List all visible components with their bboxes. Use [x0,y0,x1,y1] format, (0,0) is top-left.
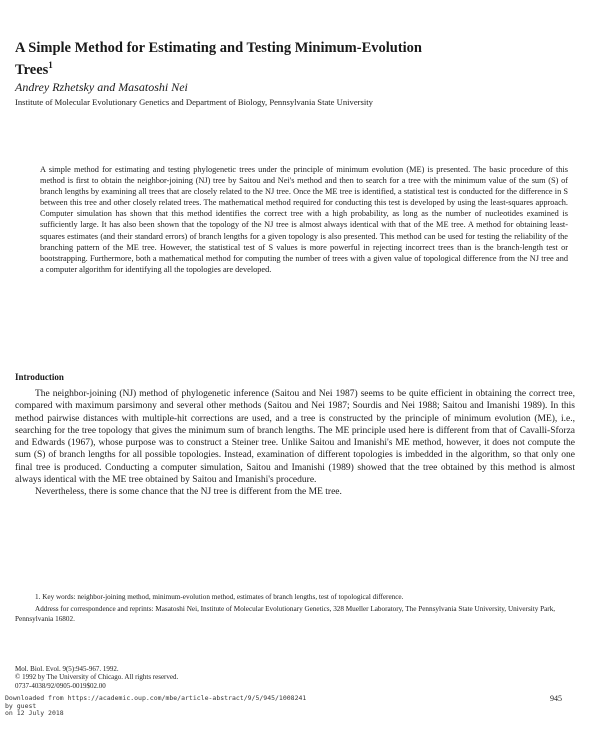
article-title [15,40,435,79]
download-url-line: Downloaded from https://academic.oup.com/mbe/article-abstract/9/5/945/1008241 [5,694,307,702]
footnote: 1. Key words: neighbor-joining method, minimum-evolution method, estimates of branch lengths, test of topological difference. [35,593,404,601]
issn-line: 0737-4038/92/0905-0019$02.00 [15,681,106,690]
copyright-line: © 1992 by The University of Chicago. All rights reserved. [15,673,179,682]
introduction-body [15,388,575,499]
author-affiliation: Institute of Molecular Evolutionary Genetics and Department of Biology, Pennsylvania State University [15,97,373,107]
footnotes [15,593,575,627]
title-footnote-mark: 1 [48,60,53,70]
abstract: A simple method for estimating and testing phylogenetic trees under the principle of minimum evolution (ME) is presented. The basic procedure of this method is first to obtain the neighbor-joining (NJ) tree by Saitou and Nei's method and then to search for a tree with the minimum value of the sum (S) of branch lengths by examining all trees that are closely related to the NJ tree. Once the ME tree is identified, a statistical test is conducted for the difference in S between this tree and other closely related trees. The mathematical method required for conducting this test is developed by using the least-squares approach. Computer simulation has shown that this method identifies the correct tree with a high probability, as long as the number of nucleotides examined is sufficiently large. It has also been shown that the topology of the NJ tree is almost always identical with that of the ME tree. A method for obtaining least-squares estimates (and their standard errors) of branch lengths for a given topology is also presented. This method can be used for testing the reliability of the branching pattern of the ME tree. However, the statistical test of S values is more powerful in rejecting incorrect trees than is the branch-length test or bootstrapping. Furthermore, both a mathematical method for computing the number of trees with a given value of topological difference from the NJ tree and a computer algorithm for identifying all the topologies are developed. [40,165,568,274]
journal-citation [15,665,178,690]
body-paragraph: The neighbor-joining (NJ) method of phylogenetic inference (Saitou and Nei 1987) seems to be quite efficient in obtaining the correct tree, compared with maximum parsimony and several other methods (Saitou and Nei 1987; Sourdis and Nei 1988; Saitou and Imanishi 1989). In this method pairwise distances with multiple-hit corrections are used, and a tree is constructed by the principle of minimum evolution (ME), i.e., searching for the tree topology that gives the minimum sum of branch lengths. The ME principle used here is different from that of Cavalli-Sforza and Edwards (1967), whose purpose was to construct a Steiner tree. Unlike Saitou and Imanishi's ME method, however, it does not compute the sum (S) of branch lengths for all possible topologies. Instead, examination of different topologies is imbedded in the algorithm, so that only one final tree is produced. Conducting a computer simulation, Saitou and Imanishi (1989) showed that the tree obtained by this method is almost always identical with the ME tree obtained by Saitou and Imanishi's procedure. [15,389,575,486]
download-notice [5,695,306,718]
footnote: Address for correspondence and reprints: Masatoshi Nei, Institute of Molecular Evolutionary Genetics, 328 Mueller Laboratory, The Pennsylvania State University, University Park, Pennsylvania 16802. [15,605,556,623]
journal-citation-line: Mol. Biol. Evol. 9(5):945-967. 1992. [15,665,119,673]
download-user-line: by guest [5,701,37,710]
page-number: 945 [550,694,562,703]
download-date-line: on 12 July 2018 [5,709,64,718]
author-list: Andrey Rzhetsky and Masatoshi Nei [15,80,188,94]
article-title-text: A Simple Method for Estimating and Testing Minimum-Evolution Trees [15,40,422,78]
introduction-heading: Introduction [15,372,64,382]
body-paragraph: Nevertheless, there is some chance that the NJ tree is different from the ME tree. [35,487,342,498]
